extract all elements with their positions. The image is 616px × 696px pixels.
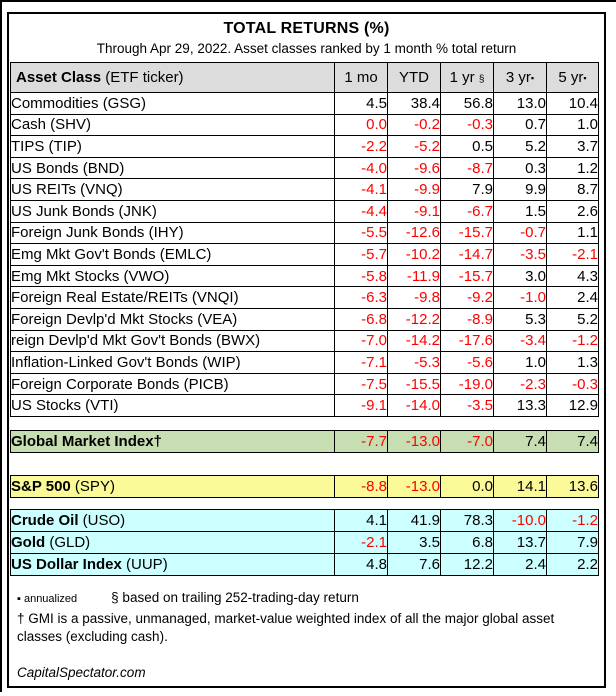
table-row xyxy=(11,553,599,575)
table-row xyxy=(11,475,599,497)
value-cell: -8.9 xyxy=(441,308,494,330)
value-cell: 8.7 xyxy=(547,179,599,201)
value-cell: -2.1 xyxy=(547,244,599,266)
value-cell: 5.2 xyxy=(547,308,599,330)
value-cell: -3.4 xyxy=(494,330,547,352)
value-cell: 13.3 xyxy=(494,395,547,417)
value-cell: -7.0 xyxy=(335,330,388,352)
value-cell: 12.9 xyxy=(547,395,599,417)
header-5yr: 5 yr▪ xyxy=(547,63,599,93)
value-cell: -4.4 xyxy=(335,200,388,222)
page-edge-top xyxy=(0,0,616,2)
table-row xyxy=(11,330,599,352)
value-cell: -10.0 xyxy=(494,509,547,531)
table-row xyxy=(11,287,599,309)
value-cell: 56.8 xyxy=(441,93,494,115)
value-cell: -3.5 xyxy=(441,395,494,417)
asset-label-cell: Commodities (GSG) xyxy=(11,93,335,115)
value-cell: -4.1 xyxy=(335,179,388,201)
content-frame xyxy=(7,12,606,688)
value-cell: -7.5 xyxy=(335,373,388,395)
value-cell: 1.5 xyxy=(494,200,547,222)
value-cell: -13.0 xyxy=(388,475,441,497)
value-cell: 3.0 xyxy=(494,265,547,287)
value-cell: 4.5 xyxy=(335,93,388,115)
asset-label-cell: US Stocks (VTI) xyxy=(11,395,335,417)
value-cell: -0.2 xyxy=(388,114,441,136)
value-cell: -9.2 xyxy=(441,287,494,309)
asset-label-cell: US Bonds (BND) xyxy=(11,157,335,179)
value-cell: 7.9 xyxy=(547,531,599,553)
table-row xyxy=(11,244,599,266)
value-cell: 13.7 xyxy=(494,531,547,553)
value-cell: -9.8 xyxy=(388,287,441,309)
value-cell: 10.4 xyxy=(547,93,599,115)
section-spacer xyxy=(11,497,599,509)
value-cell: 0.7 xyxy=(494,114,547,136)
asset-label-cell: Foreign Devlp'd Mkt Stocks (VEA) xyxy=(11,308,335,330)
table-row xyxy=(11,200,599,222)
value-cell: 5.2 xyxy=(494,136,547,158)
value-cell: -8.7 xyxy=(441,157,494,179)
header-asset-class-bold: Asset Class xyxy=(16,69,102,86)
table-row xyxy=(11,308,599,330)
asset-label-cell: Foreign Corporate Bonds (PICB) xyxy=(11,373,335,395)
table-row xyxy=(11,114,599,136)
header-3yr: 3 yr▪ xyxy=(494,63,547,93)
footnote-trailing: § based on trailing 252-trading-day return xyxy=(111,589,359,605)
table-row xyxy=(11,373,599,395)
value-cell: 7.9 xyxy=(441,179,494,201)
table-row xyxy=(11,93,599,115)
value-cell: 3.7 xyxy=(547,136,599,158)
value-cell: 13.0 xyxy=(494,93,547,115)
value-cell: -5.7 xyxy=(335,244,388,266)
table-row xyxy=(11,157,599,179)
value-cell: -2.1 xyxy=(335,531,388,553)
section-spacer xyxy=(11,416,599,430)
value-cell: -9.1 xyxy=(388,200,441,222)
value-cell: -6.3 xyxy=(335,287,388,309)
value-cell: 1.2 xyxy=(547,157,599,179)
table-row xyxy=(11,430,599,452)
value-cell: -0.3 xyxy=(547,373,599,395)
asset-label-cell: US Dollar Index (UUP) xyxy=(11,553,335,575)
value-cell: -11.9 xyxy=(388,265,441,287)
header-asset-class-rest: (ETF ticker) xyxy=(101,69,184,86)
value-cell: -9.1 xyxy=(335,395,388,417)
asset-label-cell: US Junk Bonds (JNK) xyxy=(11,200,335,222)
footnote-annualized: ▪ annualized xyxy=(17,592,78,605)
value-cell: -17.6 xyxy=(441,330,494,352)
value-cell: 3.5 xyxy=(388,531,441,553)
value-cell: -5.2 xyxy=(388,136,441,158)
value-cell: -0.3 xyxy=(441,114,494,136)
header-asset-class xyxy=(11,63,335,93)
value-cell: 2.6 xyxy=(547,200,599,222)
footnote-gmi: † GMI is a passive, unmanaged, market-value weighted index of all the major global asset classes (excluding cash). xyxy=(17,610,555,644)
asset-label-cell: Foreign Junk Bonds (IHY) xyxy=(11,222,335,244)
table-row xyxy=(11,509,599,531)
footnotes xyxy=(17,590,604,680)
value-cell: -8.8 xyxy=(335,475,388,497)
asset-label-cell: Foreign Real Estate/REITs (VNQI) xyxy=(11,287,335,309)
value-cell: -1.2 xyxy=(547,509,599,531)
header-1yr: 1 yr § xyxy=(441,63,494,93)
value-cell: -6.7 xyxy=(441,200,494,222)
value-cell: 4.3 xyxy=(547,265,599,287)
value-cell: 6.8 xyxy=(441,531,494,553)
value-cell: -10.2 xyxy=(388,244,441,266)
value-cell: -15.5 xyxy=(388,373,441,395)
value-cell: 1.0 xyxy=(494,352,547,374)
value-cell: 7.4 xyxy=(547,430,599,452)
asset-label-cell: TIPS (TIP) xyxy=(11,136,335,158)
value-cell: -7.0 xyxy=(441,430,494,452)
value-cell: -5.5 xyxy=(335,222,388,244)
asset-label-cell: Emg Mkt Gov't Bonds (EMLC) xyxy=(11,244,335,266)
site-credit: CapitalSpectator.com xyxy=(17,664,146,680)
value-cell: -12.2 xyxy=(388,308,441,330)
value-cell: -6.8 xyxy=(335,308,388,330)
value-cell: -1.0 xyxy=(494,287,547,309)
value-cell: 1.1 xyxy=(547,222,599,244)
asset-label-cell: S&P 500 (SPY) xyxy=(11,475,335,497)
asset-label-cell: Emg Mkt Stocks (VWO) xyxy=(11,265,335,287)
value-cell: -14.2 xyxy=(388,330,441,352)
value-cell: -5.8 xyxy=(335,265,388,287)
header-1mo: 1 mo xyxy=(335,63,388,93)
value-cell: -2.2 xyxy=(335,136,388,158)
asset-label-cell: Global Market Index† xyxy=(11,430,335,452)
value-cell: -14.0 xyxy=(388,395,441,417)
asset-label-cell: Crude Oil (USO) xyxy=(11,509,335,531)
value-cell: -2.3 xyxy=(494,373,547,395)
value-cell: 5.3 xyxy=(494,308,547,330)
page-edge-left xyxy=(0,0,2,692)
value-cell: 7.6 xyxy=(388,553,441,575)
value-cell: -3.5 xyxy=(494,244,547,266)
value-cell: 0.0 xyxy=(335,114,388,136)
page-subtitle: Through Apr 29, 2022. Asset classes ranked by 1 month % total return xyxy=(96,41,517,56)
table-row xyxy=(11,395,599,417)
value-cell: -1.2 xyxy=(547,330,599,352)
asset-label-cell: reign Devlp'd Mkt Gov't Bonds (BWX) xyxy=(11,330,335,352)
value-cell: 4.1 xyxy=(335,509,388,531)
table-row xyxy=(11,352,599,374)
section-spacer xyxy=(11,452,599,475)
value-cell: -14.7 xyxy=(441,244,494,266)
asset-label-cell: Gold (GLD) xyxy=(11,531,335,553)
asset-label-cell: Cash (SHV) xyxy=(11,114,335,136)
value-cell: -19.0 xyxy=(441,373,494,395)
value-cell: -13.0 xyxy=(388,430,441,452)
value-cell: 38.4 xyxy=(388,93,441,115)
value-cell: 2.4 xyxy=(547,287,599,309)
table-header-row xyxy=(11,63,599,93)
value-cell: -7.7 xyxy=(335,430,388,452)
value-cell: 78.3 xyxy=(441,509,494,531)
table-row xyxy=(11,531,599,553)
returns-table xyxy=(10,62,599,576)
value-cell: -15.7 xyxy=(441,265,494,287)
value-cell: 7.4 xyxy=(494,430,547,452)
value-cell: 2.4 xyxy=(494,553,547,575)
value-cell: 1.0 xyxy=(547,114,599,136)
value-cell: 0.5 xyxy=(441,136,494,158)
value-cell: 13.6 xyxy=(547,475,599,497)
value-cell: 14.1 xyxy=(494,475,547,497)
value-cell: -0.7 xyxy=(494,222,547,244)
value-cell: 4.8 xyxy=(335,553,388,575)
table-row xyxy=(11,179,599,201)
asset-label-cell: US REITs (VNQ) xyxy=(11,179,335,201)
table-row xyxy=(11,222,599,244)
value-cell: 9.9 xyxy=(494,179,547,201)
value-cell: 1.3 xyxy=(547,352,599,374)
value-cell: -4.0 xyxy=(335,157,388,179)
footnote-symbols xyxy=(17,590,604,605)
header-ytd: YTD xyxy=(388,63,441,93)
value-cell: -5.3 xyxy=(388,352,441,374)
value-cell: 0.0 xyxy=(441,475,494,497)
page-title: TOTAL RETURNS (%) xyxy=(223,20,390,37)
value-cell: 12.2 xyxy=(441,553,494,575)
value-cell: 0.3 xyxy=(494,157,547,179)
value-cell: -7.1 xyxy=(335,352,388,374)
value-cell: -12.6 xyxy=(388,222,441,244)
table-row xyxy=(11,136,599,158)
value-cell: 41.9 xyxy=(388,509,441,531)
table-row xyxy=(11,265,599,287)
value-cell: -9.6 xyxy=(388,157,441,179)
value-cell: -15.7 xyxy=(441,222,494,244)
value-cell: -5.6 xyxy=(441,352,494,374)
value-cell: 2.2 xyxy=(547,553,599,575)
value-cell: -9.9 xyxy=(388,179,441,201)
asset-label-cell: Inflation-Linked Gov't Bonds (WIP) xyxy=(11,352,335,374)
